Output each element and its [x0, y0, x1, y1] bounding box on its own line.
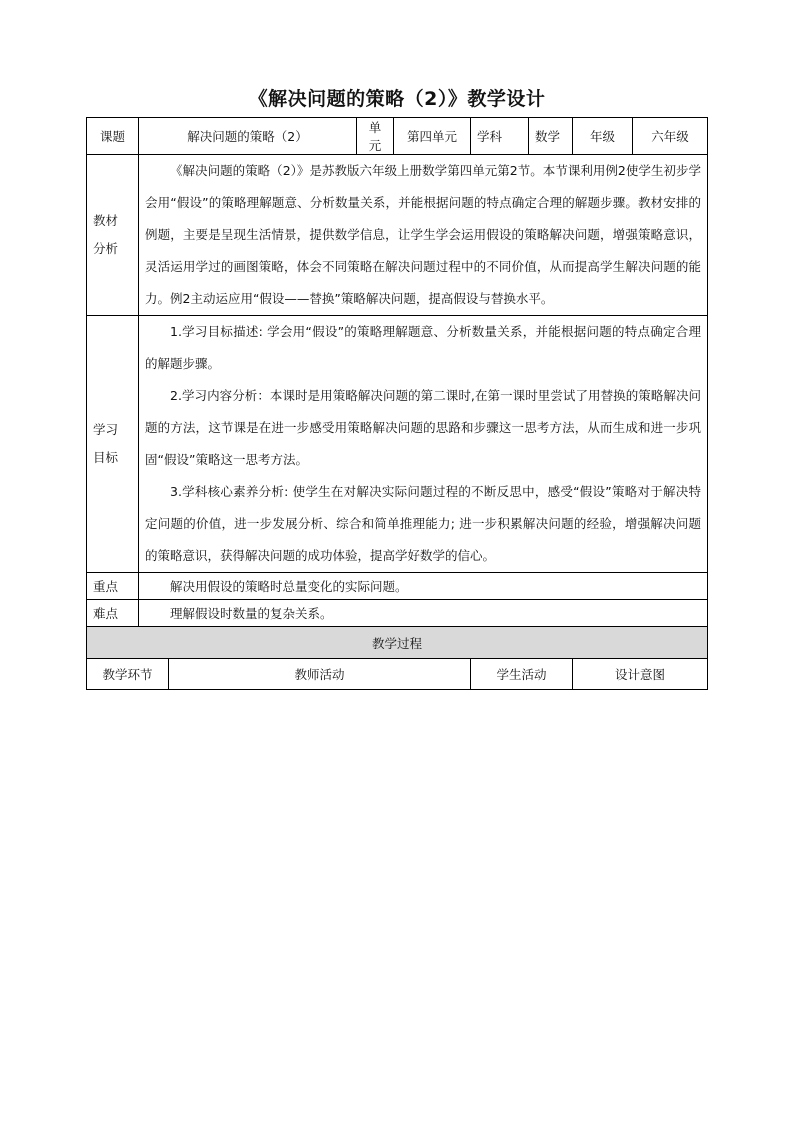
subject-value: 数学 — [529, 118, 573, 155]
process-columns-row — [87, 659, 708, 690]
key-point-label: 重点 — [87, 573, 139, 600]
analysis-label-line2: 分析 — [93, 241, 119, 256]
col-student-activity: 学生活动 — [471, 659, 573, 690]
unit-label: 单元 — [357, 118, 394, 155]
topic-label: 课题 — [87, 118, 139, 155]
objectives-label-line2: 目标 — [93, 450, 119, 465]
grade-label: 年级 — [573, 118, 633, 155]
analysis-label — [87, 155, 139, 316]
analysis-row — [87, 155, 708, 316]
objectives-label — [87, 316, 139, 573]
difficulty-label: 难点 — [87, 600, 139, 627]
key-point-row — [87, 573, 708, 600]
difficulty-row — [87, 600, 708, 627]
analysis-content — [139, 155, 708, 316]
document-title: 《解决问题的策略（2）》教学设计 — [248, 88, 546, 110]
process-header: 教学过程 — [87, 627, 708, 659]
difficulty-content — [139, 600, 708, 627]
key-point-text: 解决用假设的策略时总量变化的实际问题。 — [170, 579, 408, 594]
analysis-text: 《解决问题的策略（2）》是苏教版六年级上册数学第四单元第2节。本节课利用例2使学生初步学会用“假设”的策略理解题意、分析数量关系，并能根据问题的特点确定合理的解题步骤。教材安排的例题，主要是呈现生活情景，提供数学信息，让学生学会运用假设的策略解决问题，增强策略意识，灵活运用学过的画图策略，体会不同策略在解决问题过程中的不同价值，从而提高学生解决问题的能力。例2主动运应用“假设——替换”策略解决问题，提高假设与替换水平。 — [145, 163, 702, 306]
col-design-intent: 设计意图 — [573, 659, 708, 690]
key-point-content — [139, 573, 708, 600]
unit-value: 第四单元 — [394, 118, 471, 155]
objectives-label-line1: 学习 — [93, 422, 119, 437]
subject-label: 学科 — [471, 118, 529, 155]
col-teacher-activity: 教师活动 — [169, 659, 471, 690]
lesson-plan-table — [86, 117, 708, 690]
analysis-label-line1: 教材 — [93, 213, 119, 228]
col-stage: 教学环节 — [87, 659, 169, 690]
meta-row — [87, 118, 708, 155]
objectives-row — [87, 316, 708, 573]
grade-value: 六年级 — [633, 118, 708, 155]
difficulty-text: 理解假设时数量的复杂关系。 — [170, 606, 333, 621]
objective-item: 1.学习目标描述: 学会用“假设”的策略理解题意、分析数量关系，并能根据问题的特点确定合理的解题步骤。 — [145, 324, 702, 371]
process-header-row — [87, 627, 708, 659]
objective-item: 2.学习内容分析：本课时是用策略解决问题的第二课时,在第一课时里尝试了用替换的策略解决问题的方法，这节课是在进一步感受用策略解决问题的思路和步骤这一思考方法，从而生成和进一步巩固“假设”策略这一思考方法。 — [145, 388, 702, 467]
topic-value: 解决问题的策略（2） — [139, 118, 357, 155]
objective-item: 3.学科核心素养分析: 使学生在对解决实际问题过程的不断反思中，感受“假设”策略对于解决特定问题的价值，进一步发展分析、综合和简单推理能力; 进一步积累解决问题的经验，增强解决问题的策略意识，获得解决问题的成功体验，提高学好数学的信心。 — [145, 484, 702, 563]
objectives-content — [139, 316, 708, 573]
